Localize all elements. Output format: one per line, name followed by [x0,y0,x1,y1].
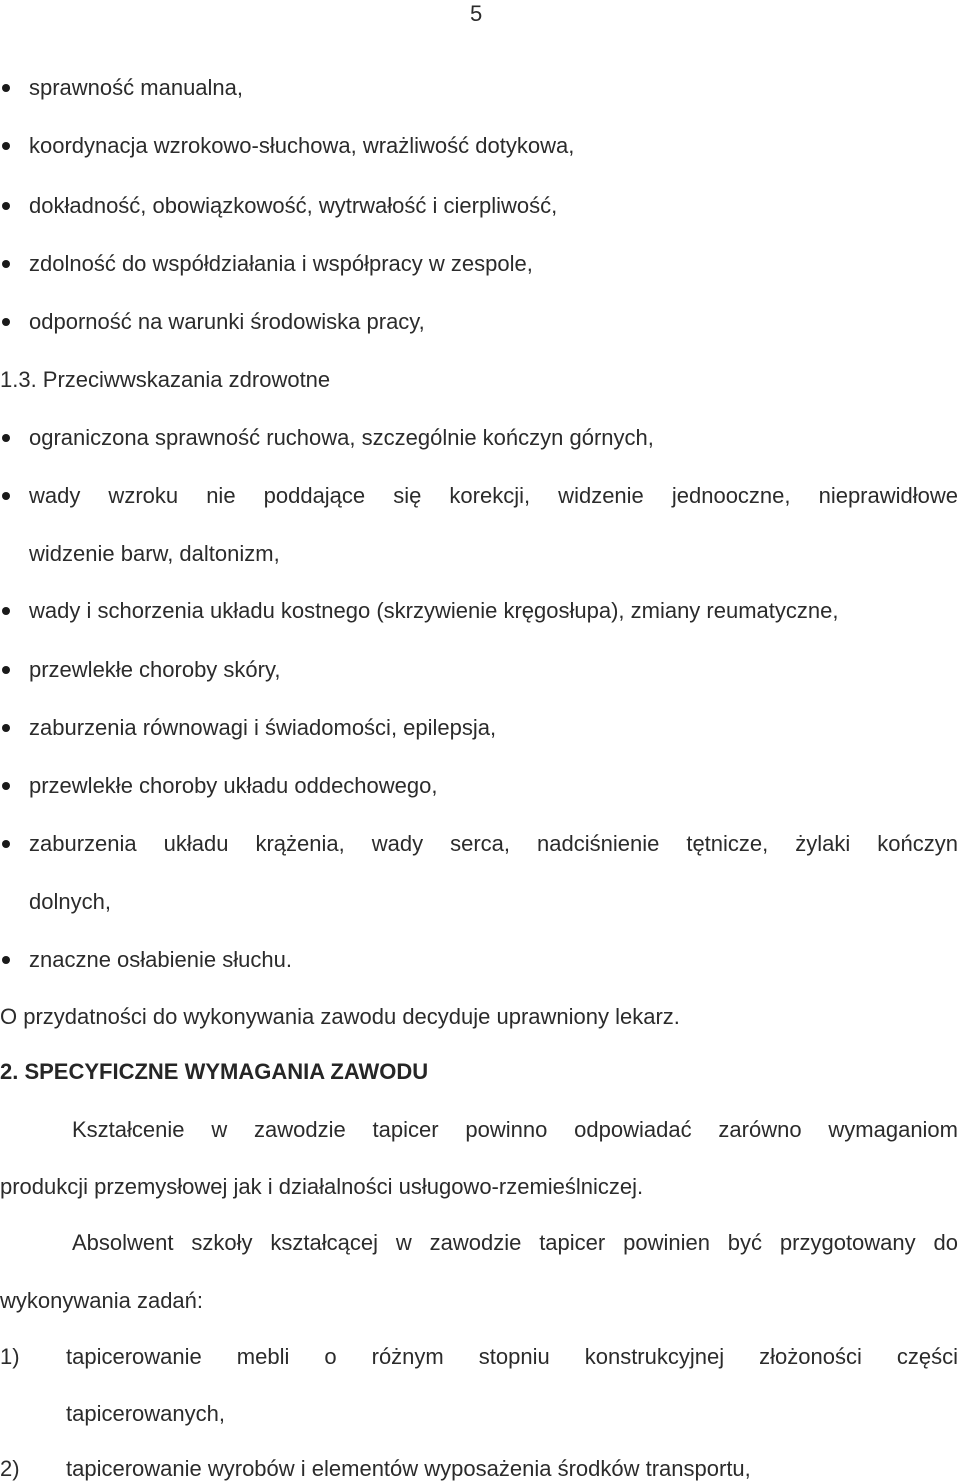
bullet-icon [2,202,10,210]
list-item-text: przewlekłe choroby skóry, [29,657,281,682]
list-item-text: przewlekłe choroby układu oddechowego, [29,773,438,798]
bullet-icon [2,84,10,92]
numbered-item-text-continuation: tapicerowanych, [66,1401,225,1426]
list-item-text: ograniczona sprawność ruchowa, szczególnie kończyn górnych, [29,425,654,450]
list-item-text: zaburzenia równowagi i świadomości, epilepsja, [29,715,497,740]
bullet-icon [2,840,10,848]
numbered-item-number: 2) [0,1456,20,1481]
list-item-text: wady i schorzenia układu kostnego (skrzywienie kręgosłupa), zmiany reumatyczne, [29,598,839,623]
list-item-text: wady wzroku nie poddające się korekcji, widzenie jednooczne, nieprawidłowe [29,483,958,508]
paragraph-1-line-1: Kształcenie w zawodzie tapicer powinno odpowiadać zarówno wymaganiom [72,1117,958,1142]
doctor-note: O przydatności do wykonywania zawodu decyduje uprawniony lekarz. [0,1004,680,1029]
bullet-icon [2,260,10,268]
bullet-icon [2,724,10,732]
paragraph-2-line-2: wykonywania zadań: [0,1288,204,1313]
list-item-text-continuation: widzenie barw, daltonizm, [29,541,280,566]
bullet-icon [2,607,10,615]
bullet-icon [2,492,10,500]
bullet-icon [2,782,10,790]
bullet-icon [2,434,10,442]
numbered-item-text: tapicerowanie mebli o różnym stopniu konstrukcyjnej złożoności części [66,1344,958,1369]
bullet-icon [2,956,10,964]
list-item-text: sprawność manualna, [29,75,244,100]
paragraph-1-line-2: produkcji przemysłowej jak i działalności usługowo-rzemieślniczej. [0,1174,644,1199]
list-item-text: odporność na warunki środowiska pracy, [29,309,425,334]
list-item-text: zaburzenia układu krążenia, wady serca, nadciśnienie tętnicze, żylaki kończyn [29,831,958,856]
list-item-text: zdolność do współdziałania i współpracy w zespole, [29,251,533,276]
page-number: 5 [470,1,483,26]
section-heading-2: 2. SPECYFICZNE WYMAGANIA ZAWODU [0,1059,429,1084]
bullet-icon [2,666,10,674]
list-item-text: dokładność, obowiązkowość, wytrwałość i cierpliwość, [29,193,558,218]
paragraph-2-line-1: Absolwent szkoły kształcącej w zawodzie tapicer powinien być przygotowany do [72,1230,958,1255]
list-item-text-continuation: dolnych, [29,889,111,914]
list-item-text: znaczne osłabienie słuchu. [29,947,292,972]
section-heading-1-3: 1.3. Przeciwwskazania zdrowotne [0,367,331,392]
bullet-icon [2,142,10,150]
numbered-item-text: tapicerowanie wyrobów i elementów wyposażenia środków transportu, [66,1456,751,1481]
list-item-text: koordynacja wzrokowo-słuchowa, wrażliwość dotykowa, [29,133,575,158]
bullet-icon [2,318,10,326]
numbered-item-number: 1) [0,1344,20,1369]
